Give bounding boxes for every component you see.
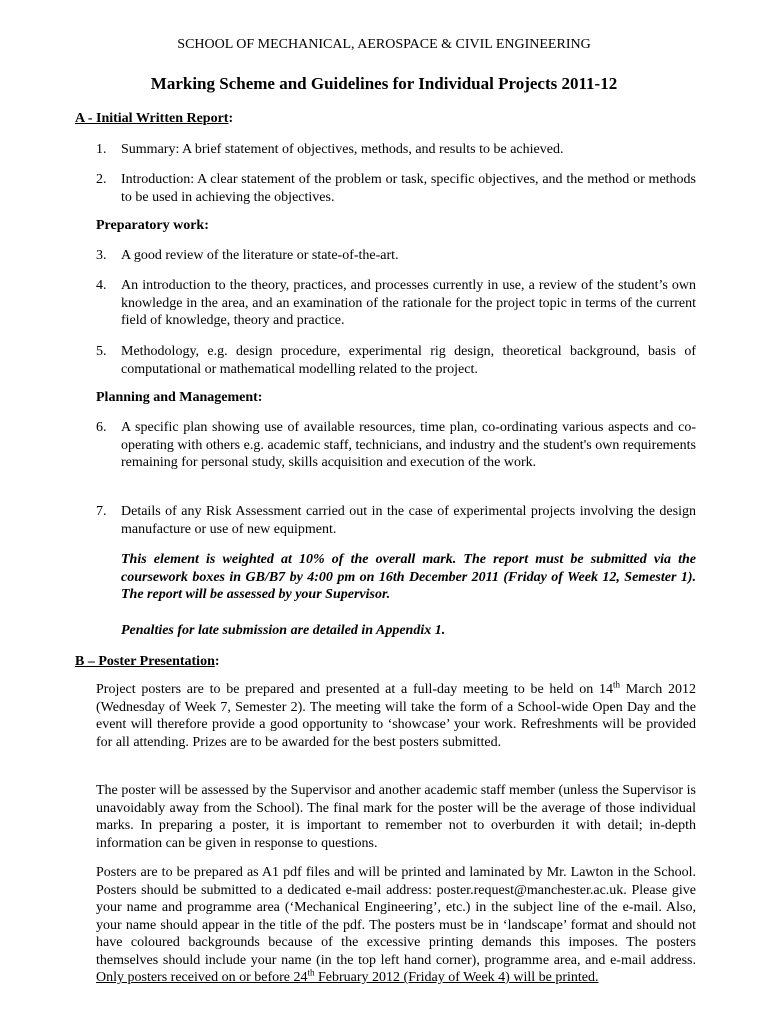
poster-paragraph-1: Project posters are to be prepared and presented at a full-day meeting to be held on 14th March 2012 (Wednesday of Week 7, Semester 2). The meeting will take the form of a School-wide Open Day and the event will therefore provide a good opportunity to ‘showcase’ your work. Refreshments will be provided for all attending. Prizes are to be awarded for the best posters submitted. <box>96 679 696 750</box>
school-name: SCHOOL OF MECHANICAL, AEROSPACE & CIVIL ENGINEERING <box>177 37 591 52</box>
poster-deadline: Only posters received on or before 24th February 2012 (Friday of Week 4) will be printed. <box>96 967 599 985</box>
poster-paragraph-3: Posters are to be prepared as A1 pdf files and will be printed and laminated by Mr. Lawton in the School. Posters should be submitted to a dedicated e-mail address: poster.request@manchester.ac.uk. Please give your name and programme area (‘Mechanical Engineering’, etc.) in the subject line of the e-mail. Also, your name should appear in the title of the pdf. The posters must be in ‘landscape’ format and should not have coloured backgrounds because of the excessive printing demands this imposes. The posters themselves should include your name (in the top left hand corner), programme area, and e-mail address. Only posters received on or before 24th February 2012 (Friday of Week 4) will be printed. <box>96 865 696 985</box>
section-a-heading: A - Initial Written Report: <box>75 111 234 126</box>
list-item: 4. An introduction to the theory, practices, and processes currently in use, a review of the student’s own knowledge in the area, and an examination of the rationale for the project topic in terms of the current field of knowledge, theory and practice. <box>96 278 696 328</box>
list-item: 6. A specific plan showing use of available resources, time plan, co-ordinating various aspects and co-operating with others e.g. academic staff, technicians, and industry and the student's own requirements remaining for personal study, skills acquisition and execution of the work. <box>96 420 696 470</box>
poster-paragraph-2: The poster will be assessed by the Supervisor and another academic staff member (unless the Supervisor is unavoidably away from the School). The final mark for the poster will be the average of those individual marks. In preparing a poster, it is important to remember not to overburden it with detail; in-depth information can be given in response to questions. <box>96 783 696 851</box>
planning-heading: Planning and Management: <box>96 390 263 405</box>
list-item: 5. Methodology, e.g. design procedure, experimental rig design, theoretical background, basis of computational or mathematical modelling related to the project. <box>96 344 696 377</box>
section-b-heading: B – Poster Presentation: <box>75 654 220 669</box>
penalty-note: Penalties for late submission are detailed in Appendix 1. <box>121 623 446 638</box>
list-item: 2. Introduction: A clear statement of the problem or task, specific objectives, and the method or methods to be used in achieving the objectives. <box>96 172 696 205</box>
list-item: 3. A good review of the literature or state-of-the-art. <box>96 248 399 263</box>
document-title: Marking Scheme and Guidelines for Individual Projects 2011-12 <box>150 74 618 93</box>
list-item: 1. Summary: A brief statement of objectives, methods, and results to be achieved. <box>96 142 564 157</box>
list-item: 7. Details of any Risk Assessment carried out in the case of experimental projects involving the design manufacture or use of new equipment. <box>96 504 696 537</box>
preparatory-heading: Preparatory work: <box>96 218 209 233</box>
weighting-note: This element is weighted at 10% of the overall mark. The report must be submitted via the coursework boxes in GB/B7 by 4:00 pm on 16th December 2011 (Friday of Week 12, Semester 1). The report will be assessed by your Supervisor. <box>121 552 696 602</box>
